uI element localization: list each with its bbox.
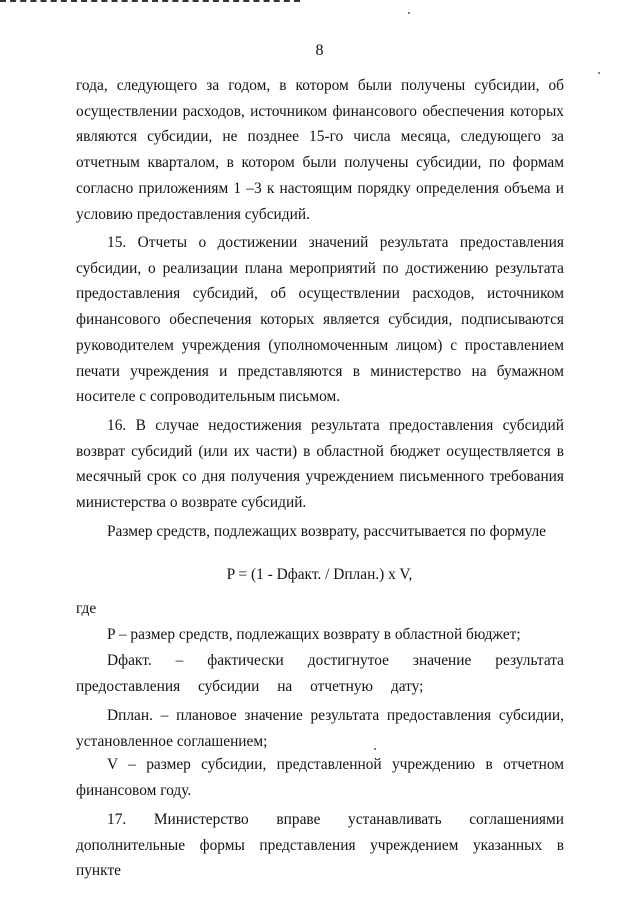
paragraph-continued	[76, 73, 564, 227]
formula: P = (1 - Dфакт. / Dплан.) x V,	[226, 566, 413, 583]
paragraph-15	[76, 230, 564, 410]
definition-dplan	[76, 703, 564, 754]
definition-dfact	[76, 648, 564, 699]
paragraph-17	[76, 807, 564, 884]
formula-intro	[76, 519, 564, 545]
paragraph-text: 15. Отчеты о достижении значений результата предоставления субсидии, о реализации плана мероприятий по достижению результата предоставления субсидий, об осуществлении расходов, источником финансового обеспечения которых является субсидия, подписываются руководителем учреждения (уполномоченным лицом) с проставлением печати учреждения и представляются в министерство на бумажном носителе с сопроводительным письмом.	[76, 234, 564, 406]
paragraph-text: P – размер средств, подлежащих возврату в областной бюджет;	[107, 626, 521, 643]
where-label	[76, 596, 564, 622]
scan-speck	[408, 12, 410, 14]
paragraph-text: Dплан. – плановое значение результата предоставления субсидии, установленное соглашением;	[76, 707, 564, 750]
scan-top-rule	[0, 0, 300, 4]
paragraph-text: 16. В случае недостижения результата предоставления субсидий возврат субсидий (или их части) в областной бюджет осуществляется в месячный срок со дня получения учреждением письменного требования министерства о возврате субсидий.	[76, 417, 564, 512]
paragraph-text: Размер средств, подлежащих возврату, рассчитывается по формуле	[107, 523, 546, 540]
paragraph-text: года, следующего за годом, в котором были получены субсидии, об осуществлении расходов, источником финансового обеспечения которых являются субсидии, не позднее 15-го числа месяца, следующего за отчетным кварталом, в котором были получены субсидии, по формам согласно приложениям 1 –3 к настоящим порядку определения объема и условию предоставления субсидий.	[76, 77, 564, 223]
paragraph-text: 17. Министерство вправе устанавливать соглашениями дополнительные формы представления учреждением указанных в пункте	[76, 811, 564, 880]
paragraph-text: V – размер субсидии, представленной учреждению в отчетном финансовом году.	[76, 756, 564, 799]
paragraph-text: где	[76, 600, 97, 617]
definition-p	[76, 622, 564, 648]
page-number: 8	[315, 42, 324, 59]
paragraph-text: Dфакт. – фактически достигнутое значение результата предоставления субсидии на отчетную дату;	[76, 652, 564, 695]
scan-speck	[598, 72, 600, 74]
definition-v	[76, 752, 564, 803]
paragraph-16	[76, 413, 564, 516]
